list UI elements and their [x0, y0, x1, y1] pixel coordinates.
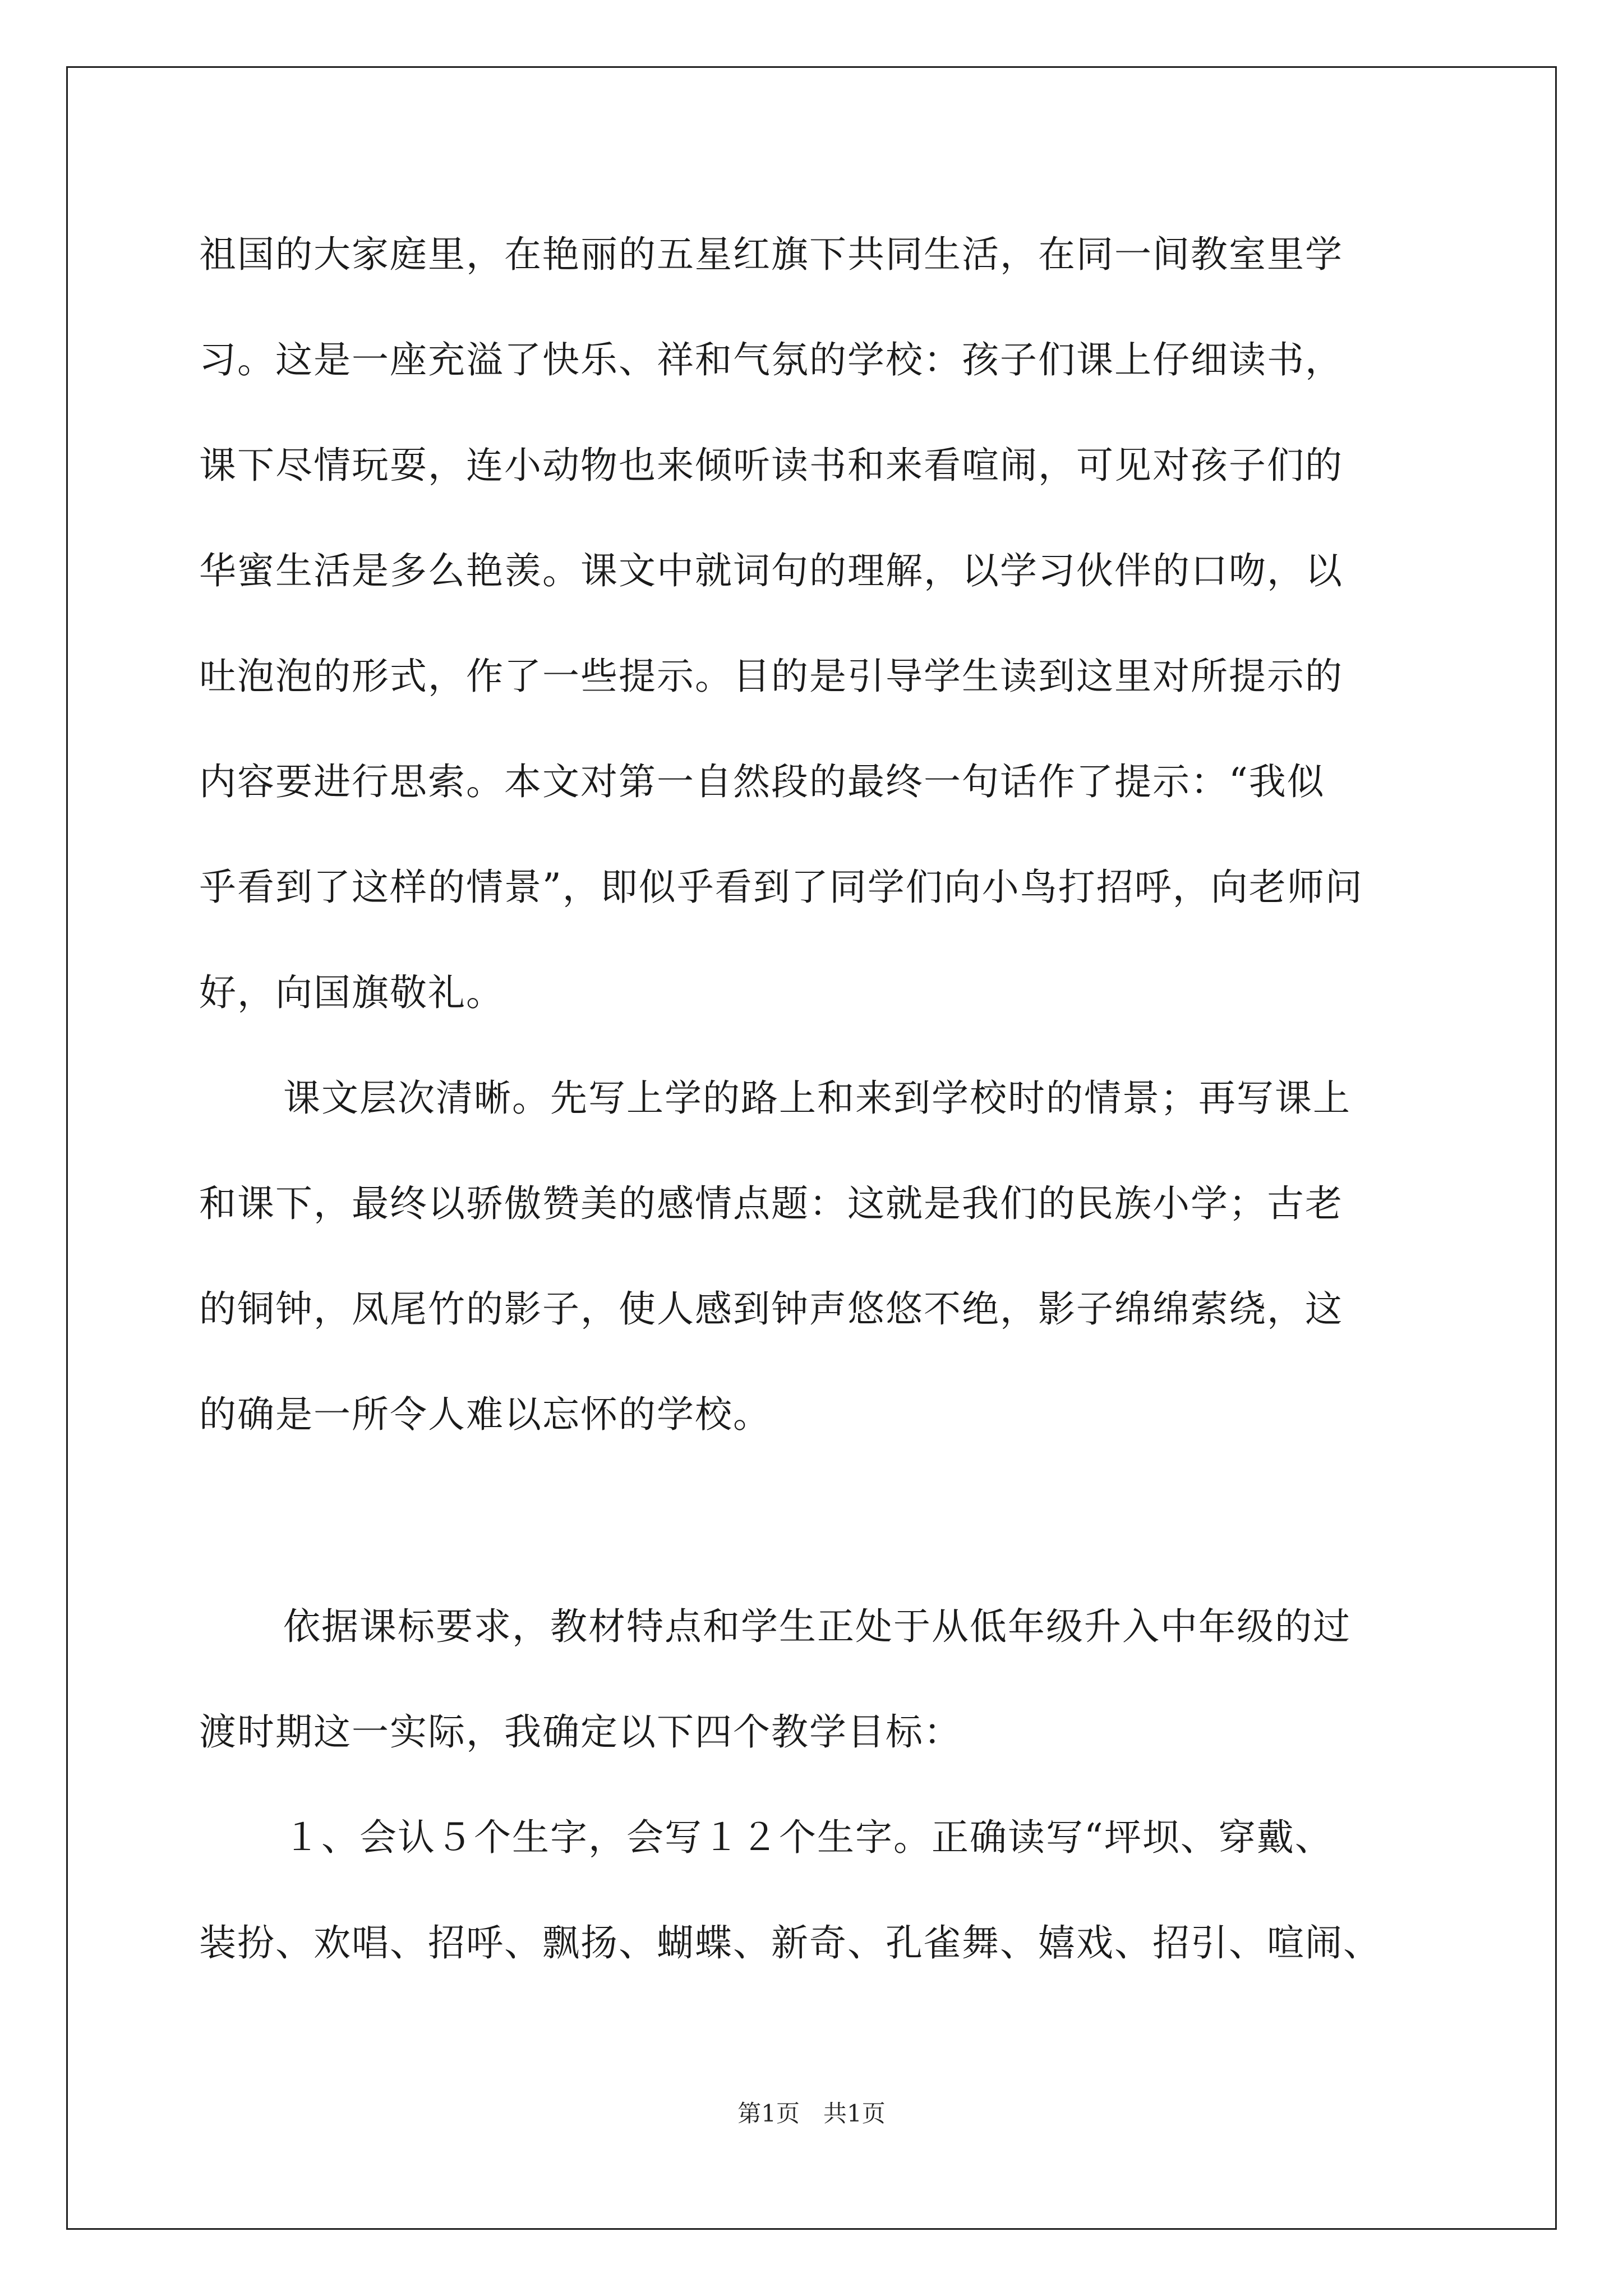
- paragraph-1: [199, 202, 1438, 1046]
- text-line: 内容要进行思索。本文对第一自然段的最终一句话作了提示：“我似: [199, 760, 1325, 803]
- text-line: 课文层次清晰。先写上学的路上和来到学校时的情景；再写课上: [283, 1076, 1351, 1120]
- text-line: 和课下，最终以骄傲赞美的感情点题：这就是我们的民族小学；古老: [199, 1182, 1343, 1225]
- paragraph-4: [199, 1785, 1438, 1996]
- paragraph-3: [199, 1574, 1438, 1785]
- text-line: 华蜜生活是多么艳羡。课文中就词句的理解，以学习伙伴的口吻，以: [199, 549, 1343, 592]
- page-number: 第1页 共1页: [737, 2100, 886, 2127]
- paragraph-gap: [199, 1467, 1438, 1574]
- paragraph-2: [199, 1046, 1438, 1467]
- text-line: 装扮、欢唱、招呼、飘扬、蝴蝶、新奇、孔雀舞、嬉戏、招引、喧闹、: [199, 1921, 1381, 1964]
- text-line: 祖国的大家庭里，在艳丽的五星红旗下共同生活，在同一间教室里学: [199, 233, 1343, 276]
- text-line: 的确是一所令人难以忘怀的学校。: [199, 1393, 771, 1436]
- text-line: １、会认５个生字，会写１２个生字。正确读写“坪坝、穿戴、: [283, 1816, 1333, 1859]
- document-body: [199, 202, 1438, 1996]
- text-line: 的铜钟，凤尾竹的影子，使人感到钟声悠悠不绝，影子绵绵萦绕，这: [199, 1287, 1343, 1331]
- text-line: 课下尽情玩耍，连小动物也来倾听读书和来看喧闹，可见对孩子们的: [199, 444, 1343, 487]
- text-line: 渡时期这一实际，我确定以下四个教学目标：: [199, 1710, 962, 1754]
- text-line: 习。这是一座充溢了快乐、祥和气氛的学校：孩子们课上仔细读书，: [199, 338, 1343, 381]
- text-line: 吐泡泡的形式，作了一些提示。目的是引导学生读到这里对所提示的: [199, 655, 1343, 698]
- text-line: 乎看到了这样的情景”，即似乎看到了同学们向小鸟打招呼，向老师问: [199, 866, 1363, 909]
- text-line: 依据课标要求，教材特点和学生正处于从低年级升入中年级的过: [283, 1605, 1351, 1648]
- text-line: 好，向国旗敬礼。: [199, 971, 504, 1014]
